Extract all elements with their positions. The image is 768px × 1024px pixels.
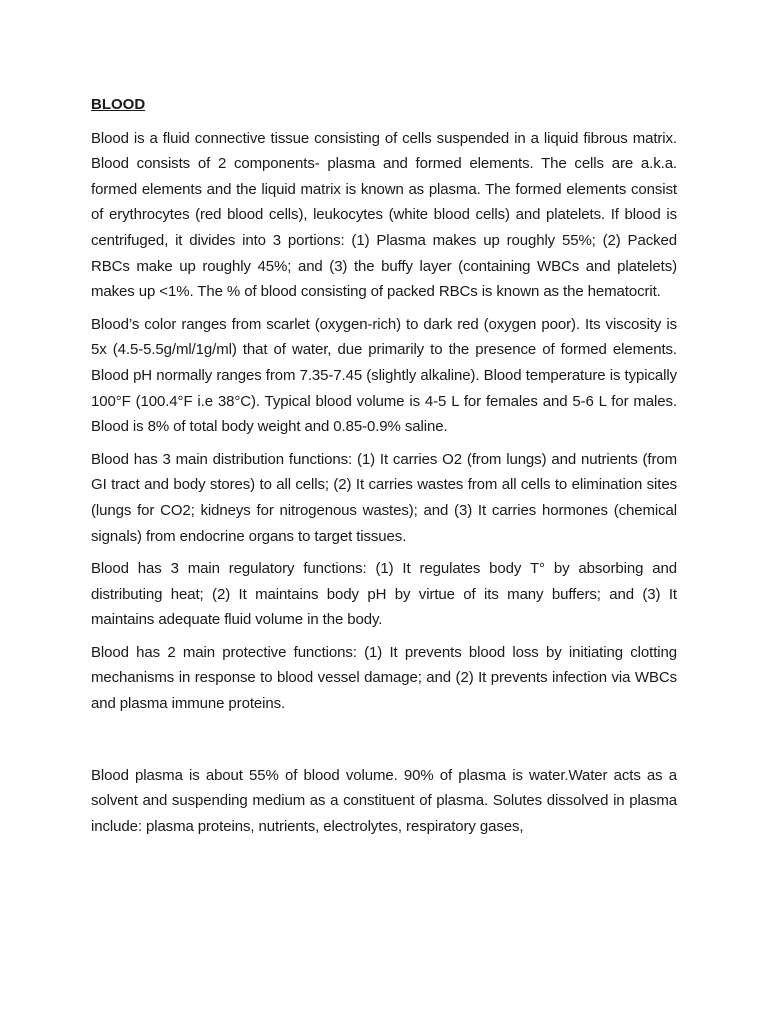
paragraph-protective-functions: Blood has 2 main protective functions: (1) It prevents blood loss by initiating clotting mechanisms in response to blood vessel damage; and (2) It prevents infection via WBCs and plasma immune proteins. — [91, 643, 677, 713]
paragraph-distribution-functions: Blood has 3 main distribution functions: (1) It carries O2 (from lungs) and nutrients (from GI tract and body stores) to all cells; (2) It carries wastes from all cells to elimination sites (lungs for CO2; kidneys for nitrogenous wastes); and (3) It carries hormones (chemical signals) from endocrine organs to target tissues. — [91, 450, 677, 545]
document-body — [91, 92, 677, 846]
paragraph-definition: Blood is a fluid connective tissue consisting of cells suspended in a liquid fibrous matrix. Blood consists of 2 components- plasma and formed elements. The cells are a.k.a. formed elements and the liquid matrix is known as plasma. The formed elements consist of erythrocytes (red blood cells), leukocytes (white blood cells) and platelets. If blood is centrifuged, it divides into 3 portions: (1) Plasma makes up roughly 55%; (2) Packed RBCs make up roughly 45%; and (3) the buffy layer (containing WBCs and platelets) makes up <1%. The % of blood consisting of packed RBCs is known as the hematocrit. — [91, 129, 677, 301]
paragraph-blood-plasma: Blood plasma is about 55% of blood volume. 90% of plasma is water.Water acts as a solvent and suspending medium as a constituent of plasma. Solutes dissolved in plasma include: plasma proteins, nutrients, electrolytes, respiratory gases, — [91, 766, 677, 835]
paragraph-properties: Blood’s color ranges from scarlet (oxygen-rich) to dark red (oxygen poor). Its viscosity is 5x (4.5-5.5g/ml/1g/ml) that of water, due primarily to the presence of formed elements. Blood pH normally ranges from 7.35-7.45 (slightly alkaline). Blood temperature is typically 100°F (100.4°F i.e 38°C). Typical blood volume is 4-5 L for females and 5-6 L for males. Blood is 8% of total body weight and 0.85-0.9% saline. — [91, 315, 677, 436]
paragraph-regulatory-functions: Blood has 3 main regulatory functions: (1) It regulates body T° by absorbing and distributing heat; (2) It maintains body pH by virtue of its many buffers; and (3) It maintains adequate fluid volume in the body. — [91, 560, 677, 629]
document-heading: BLOOD — [91, 96, 146, 113]
